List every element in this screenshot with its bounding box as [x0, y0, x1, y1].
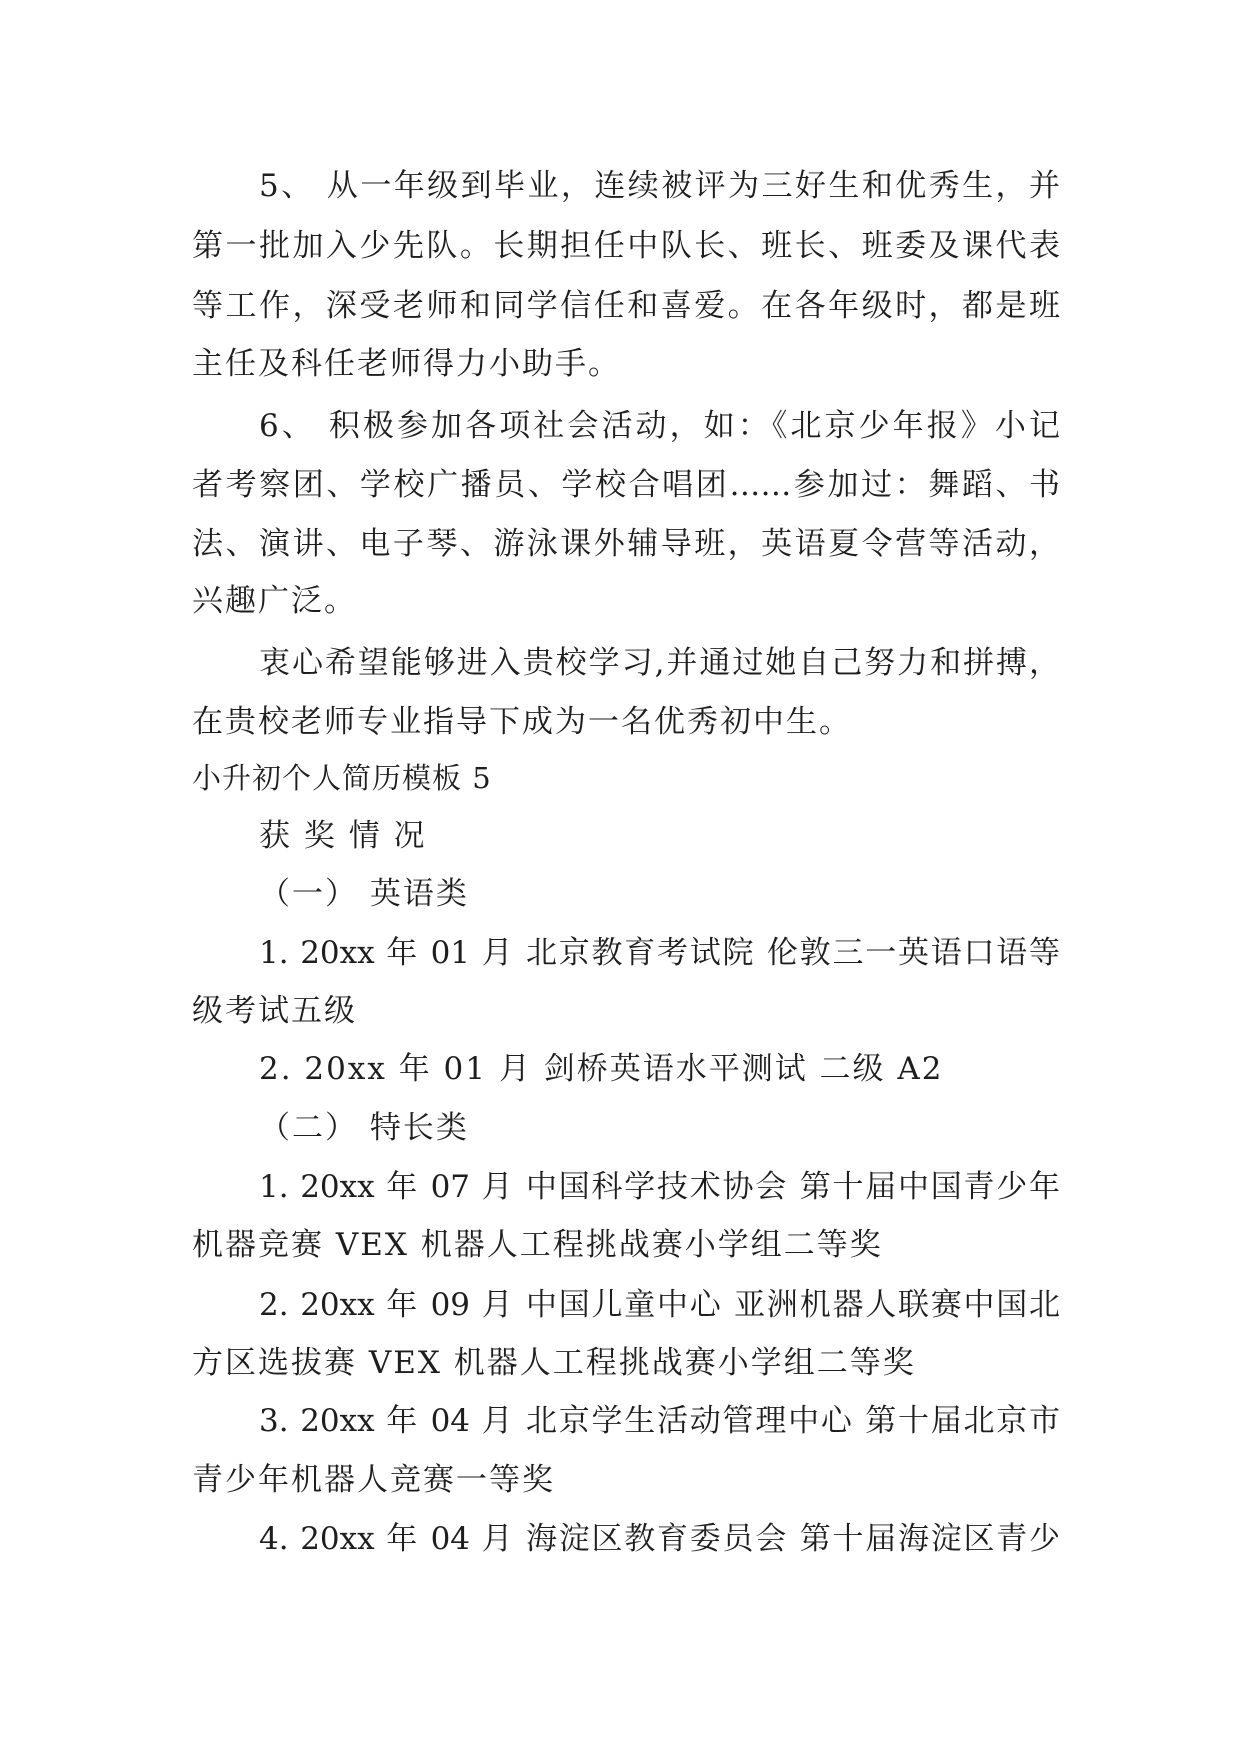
paragraph-line: 5、 从一年级到毕业，连续被评为三好生和优秀生，并	[259, 168, 1060, 204]
award-line: 2. 20xx 年 09 月 中国儿童中心 亚洲机器人联赛中国北	[259, 1287, 1060, 1323]
paragraph-line: 主任及科任老师得力小助手。	[192, 346, 621, 382]
paragraph-line: 兴趣广泛。	[192, 583, 357, 619]
paragraph-line: 6、 积极参加各项社会活动，如：《北京少年报》小记	[259, 408, 1060, 444]
template-title: 小升初个人简历模板 5	[192, 761, 492, 795]
award-line: 4. 20xx 年 04 月 海淀区教育委员会 第十届海淀区青少	[259, 1521, 1060, 1557]
award-line: 3. 20xx 年 04 月 北京学生活动管理中心 第十届北京市	[259, 1403, 1060, 1439]
award-line: 级考试五级	[192, 993, 357, 1029]
awards-heading: 获 奖 情 况	[259, 818, 427, 854]
paragraph-line: 法、演讲、电子琴、游泳课外辅导班，英语夏令营等活动，	[192, 526, 1060, 562]
award-line: 方区选拔赛 VEX 机器人工程挑战赛小学组二等奖	[192, 1345, 916, 1381]
paragraph-line: 等工作，深受老师和同学信任和喜爱。在各年级时，都是班	[192, 288, 1060, 324]
award-line: 青少年机器人竞赛一等奖	[192, 1462, 555, 1498]
paragraph-line: 第一批加入少先队。长期担任中队长、班长、班委及课代表	[192, 228, 1060, 264]
paragraph-line: 在贵校老师专业指导下成为一名优秀初中生。	[192, 704, 852, 740]
award-line: 1. 20xx 年 07 月 中国科学技术协会 第十届中国青少年	[259, 1169, 1060, 1205]
category-heading: （二） 特长类	[259, 1110, 469, 1146]
paragraph-line: 衷心希望能够进入贵校学习,并通过她自己努力和拼搏，	[259, 645, 1060, 681]
category-heading: （一） 英语类	[259, 876, 469, 912]
award-line: 2. 20xx 年 01 月 剑桥英语水平测试 二级 A2	[259, 1051, 944, 1087]
award-line: 机器竞赛 VEX 机器人工程挑战赛小学组二等奖	[192, 1227, 883, 1263]
award-line: 1. 20xx 年 01 月 北京教育考试院 伦敦三一英语口语等	[259, 935, 1060, 971]
paragraph-line: 者考察团、学校广播员、学校合唱团……参加过：舞蹈、书	[192, 467, 1060, 503]
